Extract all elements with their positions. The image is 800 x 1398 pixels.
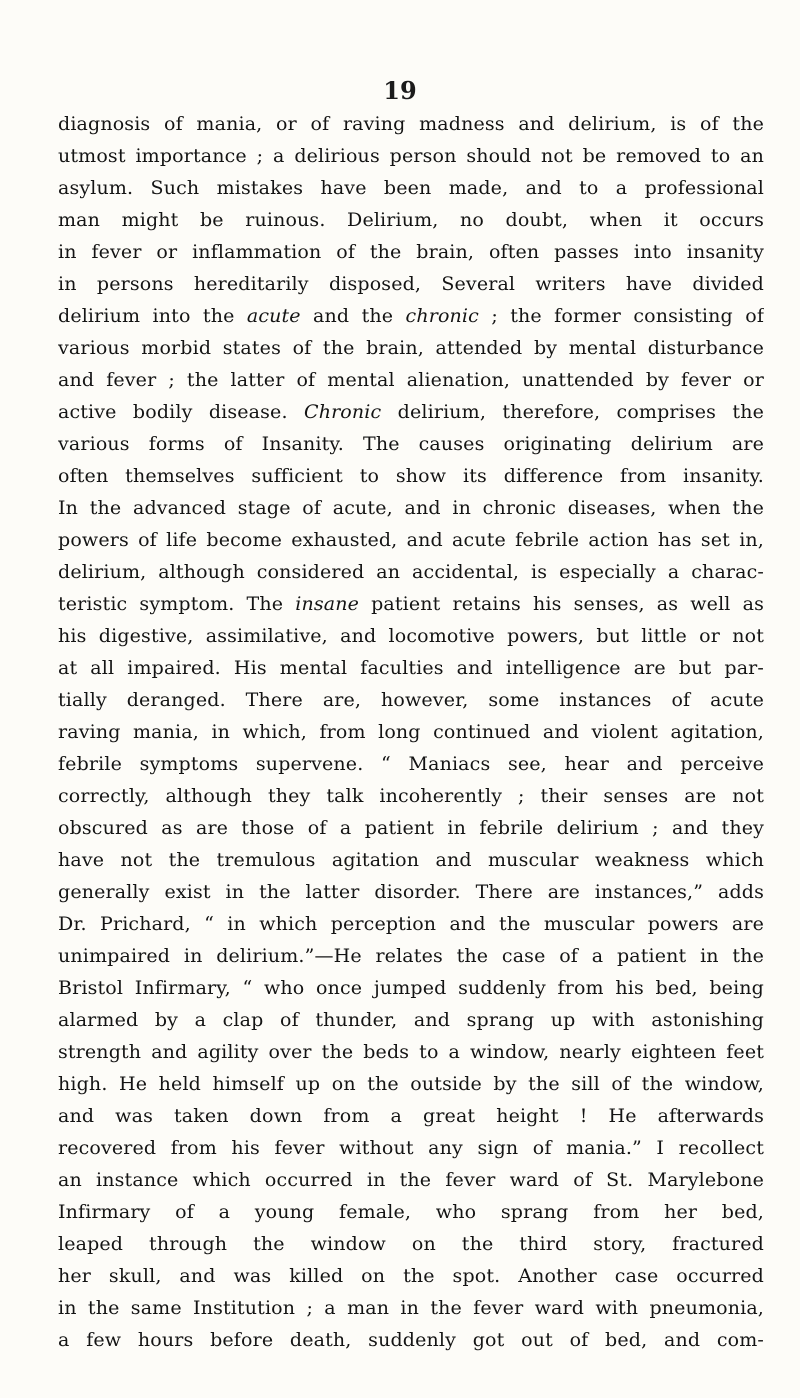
text-line: a few hours before death, suddenly got out of bed, and com-: [58, 1329, 764, 1351]
text-line: correctly, although they talk incoherently ; their senses are not: [58, 785, 764, 807]
text-line: Dr. Prichard, “ in which perception and the muscular powers are: [58, 913, 764, 935]
text-line: and was taken down from a great height ! He afterwards: [58, 1105, 764, 1127]
text-line: Infirmary of a young female, who sprang from her bed,: [58, 1201, 764, 1223]
text-line: strength and agility over the beds to a window, nearly eighteen feet: [58, 1041, 764, 1063]
text-line: at all impaired. His mental faculties and intelligence are but par-: [58, 657, 764, 679]
text-line: her skull, and was killed on the spot. Another case occurred: [58, 1265, 764, 1287]
text-line: in fever or inflammation of the brain, often passes into insanity: [58, 241, 764, 263]
text-line: generally exist in the latter disorder. There are instances,” adds: [58, 881, 764, 903]
text-line: unimpaired in delirium.”—He relates the case of a patient in the: [58, 945, 764, 967]
text-line: diagnosis of mania, or of raving madness and delirium, is of the: [58, 113, 764, 135]
text-line: have not the tremulous agitation and muscular weakness which: [58, 849, 764, 871]
text-line: and fever ; the latter of mental alienation, unattended by fever or: [58, 369, 764, 391]
text-line: In the advanced stage of acute, and in chronic diseases, when the: [58, 497, 764, 519]
text-line: febrile symptoms supervene. “ Maniacs see, hear and perceive: [58, 753, 764, 775]
text-line: in persons hereditarily disposed, Several writers have divided: [58, 273, 764, 295]
text-line: an instance which occurred in the fever ward of St. Marylebone: [58, 1169, 764, 1191]
text-line: various morbid states of the brain, attended by mental disturbance: [58, 337, 764, 359]
text-line: delirium into the acute and the chronic ; the former consisting of: [58, 305, 764, 327]
body-text: [58, 108, 764, 1356]
text-line: tially deranged. There are, however, some instances of acute: [58, 689, 764, 711]
text-line: man might be ruinous. Delirium, no doubt, when it occurs: [58, 209, 764, 231]
text-line: alarmed by a clap of thunder, and sprang up with astonishing: [58, 1009, 764, 1031]
text-line: Bristol Infirmary, “ who once jumped suddenly from his bed, being: [58, 977, 764, 999]
text-line: utmost importance ; a delirious person should not be removed to an: [58, 145, 764, 167]
text-line: asylum. Such mistakes have been made, and to a professional: [58, 177, 764, 199]
text-line: in the same Institution ; a man in the fever ward with pneumonia,: [58, 1297, 764, 1319]
text-line: often themselves sufficient to show its difference from insanity.: [58, 465, 764, 487]
text-line: active bodily disease. Chronic delirium, therefore, comprises the: [58, 401, 764, 423]
text-line: raving mania, in which, from long continued and violent agitation,: [58, 721, 764, 743]
page-number: 19: [383, 76, 417, 105]
text-line: recovered from his fever without any sign of mania.” I recollect: [58, 1137, 764, 1159]
text-line: high. He held himself up on the outside by the sill of the window,: [58, 1073, 764, 1095]
text-line: various forms of Insanity. The causes originating delirium are: [58, 433, 764, 455]
text-line: his digestive, assimilative, and locomotive powers, but little or not: [58, 625, 764, 647]
text-line: obscured as are those of a patient in febrile delirium ; and they: [58, 817, 764, 839]
text-line: powers of life become exhausted, and acute febrile action has set in,: [58, 529, 764, 551]
text-line: delirium, although considered an accidental, is especially a charac-: [58, 561, 764, 583]
text-line: teristic symptom. The insane patient retains his senses, as well as: [58, 593, 764, 615]
text-line: leaped through the window on the third story, fractured: [58, 1233, 764, 1255]
